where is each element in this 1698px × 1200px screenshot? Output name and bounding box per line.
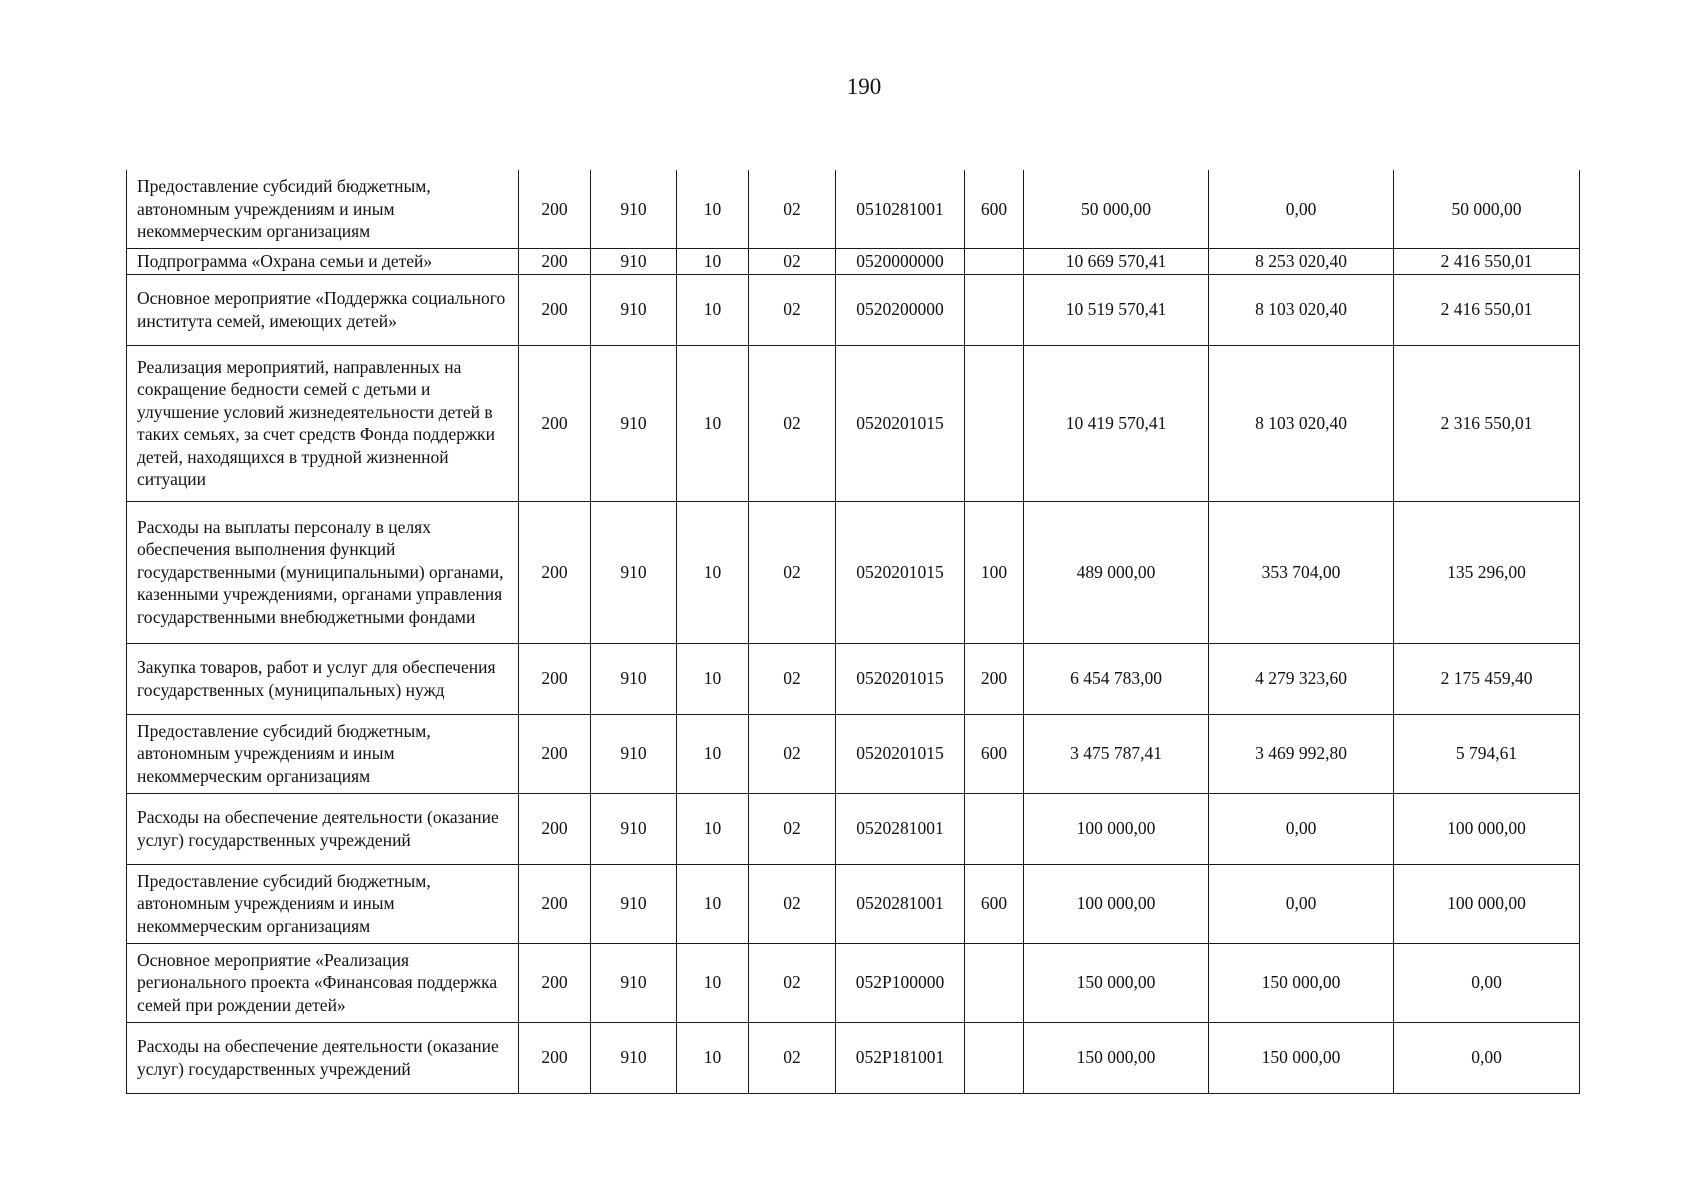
amount-cell-2: 8 103 020,40	[1209, 274, 1394, 345]
code-cell-2: 910	[591, 274, 677, 345]
amount-cell-3: 50 000,00	[1394, 170, 1580, 248]
row-name-cell: Подпрограмма «Охрана семьи и детей»	[127, 248, 519, 274]
expense-type-cell: 200	[965, 643, 1024, 714]
row-name-cell: Предоставление субсидий бюджетным, автономным учреждениям и иным некоммерческим организациям	[127, 170, 519, 248]
table-row	[127, 943, 1580, 1022]
table-row	[127, 248, 1580, 274]
code-cell-1: 200	[519, 274, 591, 345]
amount-cell-2: 8 103 020,40	[1209, 345, 1394, 501]
row-name-cell: Предоставление субсидий бюджетным, автономным учреждениям и иным некоммерческим организациям	[127, 714, 519, 793]
amount-cell-2: 3 469 992,80	[1209, 714, 1394, 793]
amount-cell-1: 489 000,00	[1024, 501, 1209, 643]
amount-cell-1: 100 000,00	[1024, 864, 1209, 943]
target-code-cell: 0520281001	[836, 793, 965, 864]
code-cell-1: 200	[519, 864, 591, 943]
code-cell-4: 02	[749, 274, 836, 345]
amount-cell-2: 0,00	[1209, 864, 1394, 943]
table-row	[127, 643, 1580, 714]
page-number: 190	[846, 74, 882, 99]
amount-cell-3: 2 416 550,01	[1394, 248, 1580, 274]
code-cell-4: 02	[749, 714, 836, 793]
table-row	[127, 1022, 1580, 1093]
amount-cell-2: 0,00	[1209, 793, 1394, 864]
amount-cell-1: 150 000,00	[1024, 943, 1209, 1022]
amount-cell-1: 10 419 570,41	[1024, 345, 1209, 501]
target-code-cell: 0520201015	[836, 501, 965, 643]
code-cell-2: 910	[591, 643, 677, 714]
expense-type-cell	[965, 248, 1024, 274]
target-code-cell: 0520000000	[836, 248, 965, 274]
code-cell-3: 10	[677, 345, 749, 501]
amount-cell-3: 5 794,61	[1394, 714, 1580, 793]
code-cell-2: 910	[591, 943, 677, 1022]
target-code-cell: 0520201015	[836, 643, 965, 714]
code-cell-3: 10	[677, 1022, 749, 1093]
code-cell-3: 10	[677, 714, 749, 793]
amount-cell-1: 10 519 570,41	[1024, 274, 1209, 345]
row-name-cell: Реализация мероприятий, направленных на сокращение бедности семей с детьми и улучшение условий жизнедеятельности детей в таких семьях, за счет средств Фонда поддержки детей, находящихся в трудной жизненной ситуации	[127, 345, 519, 501]
budget-table	[126, 170, 1580, 1094]
amount-cell-1: 150 000,00	[1024, 1022, 1209, 1093]
code-cell-3: 10	[677, 501, 749, 643]
row-name-cell: Основное мероприятие «Реализация регионального проекта «Финансовая поддержка семей при рождении детей»	[127, 943, 519, 1022]
code-cell-3: 10	[677, 248, 749, 274]
row-name-cell: Основное мероприятие «Поддержка социального института семей, имеющих детей»	[127, 274, 519, 345]
code-cell-2: 910	[591, 793, 677, 864]
table-row	[127, 714, 1580, 793]
table-row	[127, 501, 1580, 643]
target-code-cell: 0520200000	[836, 274, 965, 345]
code-cell-2: 910	[591, 248, 677, 274]
amount-cell-2: 150 000,00	[1209, 943, 1394, 1022]
code-cell-1: 200	[519, 793, 591, 864]
table-row	[127, 345, 1580, 501]
amount-cell-1: 100 000,00	[1024, 793, 1209, 864]
target-code-cell: 0520201015	[836, 714, 965, 793]
expense-type-cell	[965, 1022, 1024, 1093]
code-cell-3: 10	[677, 943, 749, 1022]
code-cell-4: 02	[749, 943, 836, 1022]
expense-type-cell	[965, 943, 1024, 1022]
expense-type-cell	[965, 793, 1024, 864]
amount-cell-2: 0,00	[1209, 170, 1394, 248]
budget-table-body	[127, 170, 1580, 1093]
row-name-cell: Расходы на обеспечение деятельности (оказание услуг) государственных учреждений	[127, 1022, 519, 1093]
amount-cell-2: 4 279 323,60	[1209, 643, 1394, 714]
amount-cell-1: 3 475 787,41	[1024, 714, 1209, 793]
amount-cell-2: 353 704,00	[1209, 501, 1394, 643]
code-cell-4: 02	[749, 345, 836, 501]
expense-type-cell	[965, 274, 1024, 345]
amount-cell-3: 0,00	[1394, 1022, 1580, 1093]
table-row	[127, 864, 1580, 943]
code-cell-2: 910	[591, 864, 677, 943]
code-cell-1: 200	[519, 345, 591, 501]
amount-cell-3: 2 175 459,40	[1394, 643, 1580, 714]
expense-type-cell: 600	[965, 714, 1024, 793]
target-code-cell: 052P181001	[836, 1022, 965, 1093]
amount-cell-3: 100 000,00	[1394, 793, 1580, 864]
amount-cell-3: 100 000,00	[1394, 864, 1580, 943]
amount-cell-1: 10 669 570,41	[1024, 248, 1209, 274]
amount-cell-2: 8 253 020,40	[1209, 248, 1394, 274]
code-cell-1: 200	[519, 714, 591, 793]
code-cell-2: 910	[591, 501, 677, 643]
code-cell-1: 200	[519, 943, 591, 1022]
code-cell-1: 200	[519, 170, 591, 248]
row-name-cell: Расходы на выплаты персоналу в целях обеспечения выполнения функций государственными (муниципальными) органами, казенными учреждениями, органами управления государственными внебюджетными фондами	[127, 501, 519, 643]
target-code-cell: 0510281001	[836, 170, 965, 248]
row-name-cell: Предоставление субсидий бюджетным, автономным учреждениям и иным некоммерческим организациям	[127, 864, 519, 943]
target-code-cell: 0520201015	[836, 345, 965, 501]
expense-type-cell: 600	[965, 864, 1024, 943]
table-row	[127, 793, 1580, 864]
code-cell-2: 910	[591, 714, 677, 793]
table-row	[127, 170, 1580, 248]
code-cell-4: 02	[749, 643, 836, 714]
amount-cell-1: 6 454 783,00	[1024, 643, 1209, 714]
amount-cell-3: 0,00	[1394, 943, 1580, 1022]
row-name-cell: Расходы на обеспечение деятельности (оказание услуг) государственных учреждений	[127, 793, 519, 864]
amount-cell-3: 2 316 550,01	[1394, 345, 1580, 501]
amount-cell-1: 50 000,00	[1024, 170, 1209, 248]
code-cell-2: 910	[591, 1022, 677, 1093]
code-cell-4: 02	[749, 248, 836, 274]
expense-type-cell: 600	[965, 170, 1024, 248]
code-cell-4: 02	[749, 501, 836, 643]
code-cell-3: 10	[677, 793, 749, 864]
amount-cell-3: 135 296,00	[1394, 501, 1580, 643]
code-cell-1: 200	[519, 501, 591, 643]
code-cell-2: 910	[591, 170, 677, 248]
expense-type-cell: 100	[965, 501, 1024, 643]
code-cell-1: 200	[519, 248, 591, 274]
code-cell-3: 10	[677, 170, 749, 248]
code-cell-4: 02	[749, 1022, 836, 1093]
row-name-cell: Закупка товаров, работ и услуг для обеспечения государственных (муниципальных) нужд	[127, 643, 519, 714]
amount-cell-2: 150 000,00	[1209, 1022, 1394, 1093]
code-cell-3: 10	[677, 274, 749, 345]
code-cell-4: 02	[749, 170, 836, 248]
code-cell-3: 10	[677, 643, 749, 714]
code-cell-2: 910	[591, 345, 677, 501]
code-cell-1: 200	[519, 643, 591, 714]
expense-type-cell	[965, 345, 1024, 501]
table-row	[127, 274, 1580, 345]
code-cell-3: 10	[677, 864, 749, 943]
target-code-cell: 052P100000	[836, 943, 965, 1022]
code-cell-4: 02	[749, 864, 836, 943]
code-cell-1: 200	[519, 1022, 591, 1093]
code-cell-4: 02	[749, 793, 836, 864]
target-code-cell: 0520281001	[836, 864, 965, 943]
amount-cell-3: 2 416 550,01	[1394, 274, 1580, 345]
